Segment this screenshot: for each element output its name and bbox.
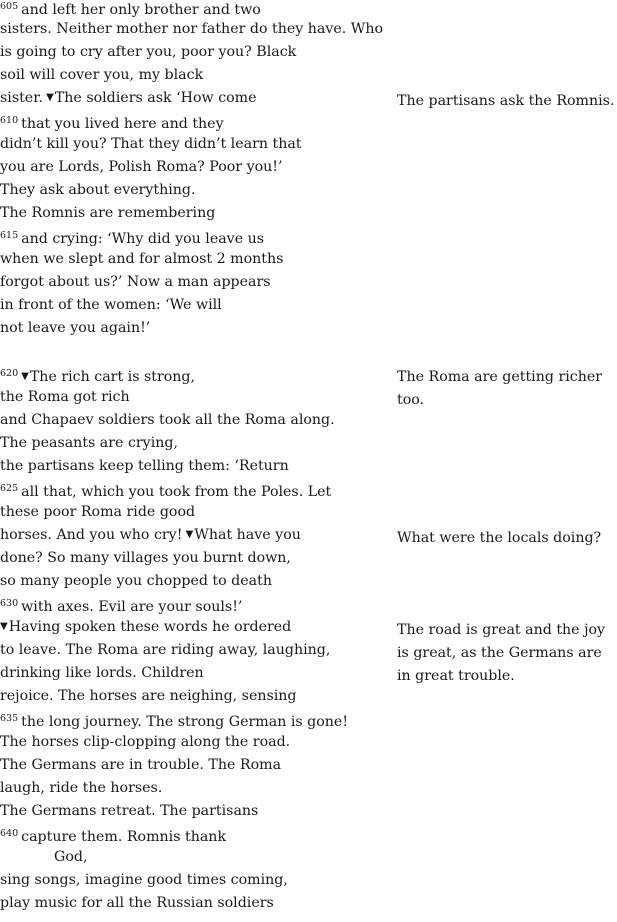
poem-line: [0, 318, 150, 338]
poem-line: [0, 502, 195, 522]
line-text: done? So many villages you burnt down,: [0, 550, 291, 566]
poem-line: [0, 456, 289, 476]
line-text: sisters. Neither mother nor father do they have. Who: [0, 21, 384, 37]
marginal-note: The road is great and the joy is great, as the Germans are in great trouble.: [397, 622, 606, 684]
section-marker-icon: ▼: [21, 371, 29, 382]
line-text: drinking like lords. Children: [0, 665, 204, 681]
line-text: play music for all the Russian soldiers: [0, 895, 274, 911]
line-text: horses. And you who cry!: [0, 527, 183, 543]
poem-line: [0, 594, 242, 617]
line-text: The Germans are in trouble. The Roma: [0, 757, 282, 773]
line-text: God,: [54, 849, 88, 865]
poem-line: [0, 732, 290, 752]
line-number: 625: [0, 483, 19, 494]
line-text: and left her only brother and two: [21, 2, 261, 18]
poem-line: [0, 157, 283, 177]
line-text: Having spoken these words he ordered: [8, 619, 292, 635]
line-number: 605: [0, 1, 19, 12]
line-number: 620: [0, 368, 19, 379]
line-text: didn’t kill you? That they didn’t learn that: [0, 136, 302, 152]
line-text-continued: The soldiers ask ‘How come: [54, 90, 257, 106]
poem-line: [0, 824, 226, 847]
poem-line: [0, 203, 215, 223]
line-text: The Germans retreat. The partisans: [0, 803, 259, 819]
poem-line: [0, 617, 291, 637]
line-text: when we slept and for almost 2 months: [0, 251, 284, 267]
line-text: the partisans keep telling them: ‘Return: [0, 458, 289, 474]
line-text: The rich cart is strong,: [29, 369, 196, 385]
line-number: 630: [0, 598, 19, 609]
poem-line: [0, 410, 335, 430]
poem-line: [0, 548, 291, 568]
line-text: The Romnis are remembering: [0, 205, 216, 221]
line-text: sing songs, imagine good times coming,: [0, 872, 288, 888]
line-text: not leave you again!’: [0, 320, 151, 336]
poem-line: [0, 893, 274, 913]
marginal-note: The Roma are getting richer too.: [397, 369, 603, 408]
line-text: with axes. Evil are your souls!’: [21, 599, 243, 615]
poem-line: [0, 479, 331, 502]
poem-line: [0, 663, 204, 683]
poem-line: [0, 571, 272, 591]
section-marker-icon: ▼: [42, 92, 54, 103]
poem-line: [0, 801, 258, 821]
line-text: laugh, ride the horses.: [0, 780, 163, 796]
line-number: 640: [0, 828, 19, 839]
poem-line: [0, 640, 330, 660]
poem-line: [0, 272, 271, 292]
line-number: 615: [0, 230, 19, 241]
line-text: so many people you chopped to death: [0, 573, 272, 589]
poem-line: [0, 847, 87, 867]
line-text: the long journey. The strong German is gone!: [21, 714, 349, 730]
line-text: They ask about everything.: [0, 182, 196, 198]
line-text: is going to cry after you, poor you? Black: [0, 44, 297, 60]
section-marker-icon: ▼: [182, 529, 194, 540]
poem-line: [0, 686, 297, 706]
line-text: rejoice. The horses are neighing, sensing: [0, 688, 297, 704]
line-text: sister.: [0, 90, 43, 106]
poem-line: [0, 65, 203, 85]
line-text: to leave. The Roma are riding away, laughing,: [0, 642, 331, 658]
line-text: forgot about us?’ Now a man appears: [0, 274, 271, 290]
poem-line: [0, 111, 224, 134]
line-text: The peasants are crying,: [0, 435, 178, 451]
poem-line: [0, 42, 296, 62]
line-text: and crying: ‘Why did you leave us: [21, 231, 265, 247]
poem-line: [0, 755, 281, 775]
line-text: the Roma got rich: [0, 389, 130, 405]
poem-line: [0, 387, 130, 407]
poem-line: [0, 0, 261, 20]
line-text-continued: What have you: [194, 527, 301, 543]
line-number: 635: [0, 713, 19, 724]
line-number: 610: [0, 115, 19, 126]
line-text: in front of the women: ‘We will: [0, 297, 222, 313]
poem-line: [0, 295, 222, 315]
poem-line: [0, 778, 162, 798]
line-text: all that, which you took from the Poles. Let: [21, 484, 332, 500]
line-text: these poor Roma ride good: [0, 504, 196, 520]
line-text: you are Lords, Polish Roma? Poor you!’: [0, 159, 283, 175]
poem-line: [0, 525, 301, 545]
marginal-note: The partisans ask the Romnis.: [397, 93, 615, 109]
poem-line: [0, 364, 195, 387]
poem-line: [0, 433, 178, 453]
marginal-note: What were the locals doing?: [397, 530, 602, 546]
poem-line: [0, 134, 302, 154]
line-text: The horses clip-clopping along the road.: [0, 734, 291, 750]
poem-line: [0, 88, 257, 108]
line-text: soil will cover you, my black: [0, 67, 204, 83]
poem-line: [0, 19, 383, 39]
poem-line: [0, 226, 264, 249]
poem-line: [0, 180, 196, 200]
poem-line: [0, 870, 288, 890]
line-text: capture them. Romnis thank: [21, 829, 227, 845]
poem-line: [0, 249, 283, 269]
poem-line: [0, 709, 348, 732]
line-text: and Chapaev soldiers took all the Roma along.: [0, 412, 335, 428]
line-text: that you lived here and they: [21, 116, 224, 132]
section-marker-icon: ▼: [0, 621, 8, 632]
